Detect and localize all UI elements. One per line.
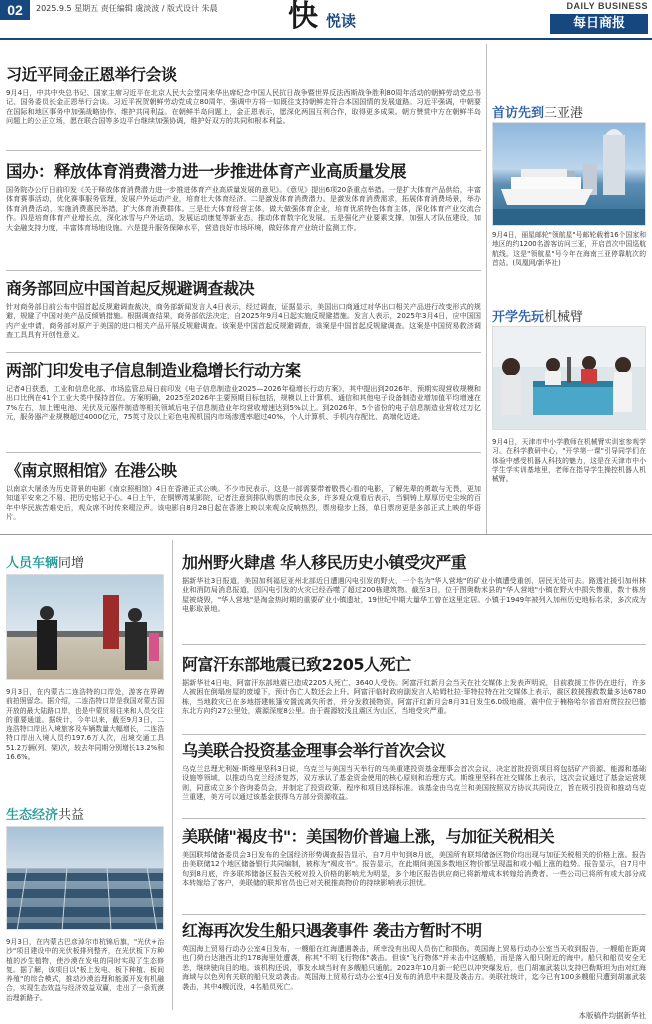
photo-heading-robot-arm: 开学先玩机械臂	[492, 310, 584, 325]
article-body: 记者4日获悉，工业和信息化部、市场监管总局日前印发《电子信息制造业2025—2026年稳增长行动方案》，其中提出到2026年，预期实现营收规模和出口比例在41个工业大类中保持首位。方案明确，2025至2026年主要预期目标包括，规模以上计算机、通信和其他电子设备制造业增加值平均增速在7%左右，加上锂电池、光伏及元器件制造等相关领域后电子信息制造业年均营收增速达到5%以上。到2026年，5个省份的电子信息制造业营收过万亿元，服务器产业规模超过4000亿元，75英寸及以上彩色电视机国内市场渗透率超过40%，个人计算机、手机内存配比、高端化迈进。	[6, 384, 481, 422]
article-title: 两部门印发电子信息制造业稳增长行动方案	[6, 361, 301, 380]
article-title: 国办：释放体育消费潜力进一步推进体育产业高质量发展	[6, 162, 406, 181]
caption-border-port: 9月3日，在内蒙古二连浩特的口岸处，游客在界碑前拍照留念。据介绍，二连浩特口岸是我国对蒙古国开放的最大陆路口岸，也是中蒙贸易往来和人员交往的重要通道。据统计，今年以来，截至9月3日，二连浩特口岸出入境旅客及车辆数量大幅增长，二连浩特口岸出入境人员约197.6万人次，出境交通工具51.2万辆(列、架)次，较去年同期分别增长13.2%和16.6%。	[6, 688, 164, 762]
brand-logo: 每日商报	[550, 14, 648, 34]
article-title: 美联储"褐皮书"：美国物价普遍上涨，与加征关税相关	[182, 827, 555, 846]
photo-cruise-ship	[492, 122, 646, 226]
photo-heading-border-port: 人员车辆同增	[6, 556, 85, 571]
article-nanjing-photo-studio	[6, 458, 481, 532]
column-divider	[486, 44, 487, 534]
article-title: 红海再次发生船只遇袭事件 袭击方暂时不明	[182, 921, 482, 940]
divider	[6, 452, 481, 453]
section-title-yuedu: 悦读	[326, 12, 357, 30]
column-divider	[172, 540, 173, 1010]
tourists-image	[7, 575, 164, 680]
solar-farm-image	[7, 827, 164, 930]
article-afghan-earthquake	[182, 652, 646, 744]
divider	[6, 150, 481, 151]
page-number: 02	[0, 0, 30, 20]
photo-solar-panels	[6, 826, 164, 930]
article-anti-circumvention	[6, 276, 481, 350]
article-title: 加州野火肆虐 华人移民历史小镇受灾严重	[182, 553, 467, 572]
article-body: 国务院办公厅日前印发《关于释放体育消费潜力进一步推进体育产业高质量发展的意见》。《意见》提出6项20条重点举措。一是扩大体育产品供给，丰富体育赛事活动，优化赛事服务管理，发展户外运动产业，培育壮大体育经济。二是激发体育消费潜力。是激发体育消费需求，拓展体育消费场景，举办体育消费活动，实施消费惠民举措，扩大体育消费群体。三是壮大体育经营主体，做大做强体育企业，培育优质特色体育主体，深化体育产业交流合作。四是培育体育产业增长点，深化冰雪与户外运动，发展运动康复等新业态，推动体育数字化发展。五是强化产业要素支撑，加强人才队伍建设，加大金融支持力度，丰富体育场地设施。六是提升服务保障水平，营造良好市场环境，做好体育产业统计监测工作。	[6, 185, 481, 232]
article-red-sea-attack	[182, 918, 646, 1020]
photo-heading-sanya: 首访先到三亚港	[492, 106, 584, 121]
article-sports-consumption	[6, 158, 481, 279]
article-body: 针对商务部日前公布中国首起反规避调查裁决，商务部新闻发言人4日表示，经过调查，证据显示，美国出口商通过对华出口相关产品进行改变形式的规避，规避了中国对美产品反倾销措施。根据调查结果，商务部依法决定，自2025年9月4日起实施反规避措施。发言人表示，2025年3月4日，应中国国内产业申请，商务部对原产于美国的进口相关产品开展反规避调查。该案是中国首起反规避调查，该案是中国首起反规避调查。这案是中国贸易救济调查工具具有开创性意义。	[6, 302, 481, 340]
article-title: 乌美联合投资基金理事会举行首次会议	[182, 741, 446, 760]
divider	[182, 914, 646, 915]
caption-sanya: 9月4日，丽星邮轮"领航星"号邮轮载着16个国家和地区的约1200名游客访问三亚，开启首次中国巡航航线。这是"领航星"号今年在海南三亚停靠航次的首站。(凤凰网/新华社)	[492, 231, 646, 267]
divider	[182, 644, 646, 645]
photo-border-port	[6, 574, 164, 680]
divider	[6, 270, 481, 271]
classroom-image	[493, 327, 646, 430]
divider	[182, 818, 646, 819]
caption-robot-arm: 9月4日，天津市中小学教师在机械臂实训室参观学习。在科学教研中心，"开学第一课"引导同学们在体验中感受机器人科技的魅力，这是在天津市中小学生学实训基地里，老师在指导学生操控机器人机械臂。	[492, 438, 646, 484]
article-ukraine-us-fund	[182, 738, 646, 822]
divider	[182, 734, 646, 735]
divider	[6, 352, 481, 353]
photo-robot-arm	[492, 326, 646, 430]
source-note: 本版稿件均据新华社	[578, 1011, 646, 1020]
article-body: 据新华社3日报道，美国加利福尼亚州北部近日遭遇闪电引发的野火，一个名为"华人营地"的矿业小镇遭受重创，居民无处可去。路透社援引加州林业和消防局消息报道，因闪电引发的火灾已经吞噬了超过200栋建筑物。截至3日，位于图奥勒米县的"华人营地"小镇在野火中损失惨重，数十栋房屋被烧毁，"华人营地"是淘金热时期的重要矿业小镇遗址，19世纪中期大量华工曾在这里定居。小镇于1949年被列入加州历史地标名录，多次成为电影取景地。	[182, 576, 646, 614]
caption-solar: 9月3日，在内蒙古巴彦淖尔市杭锦后旗，"光伏+治沙"项目建设中的光伏板排列整齐，在光伏板下方种植的沙生植物，使沙漠在发电的同时实现了生态修复。据了解，该项目以"板上发电、板下种植、板间养殖"的综合模式，推动沙漠治理和能源开发有机融合，实现生态效益与经济效益双赢，走出了一条荒漠治理新路子。	[6, 938, 164, 1002]
article-title: 《南京照相馆》在港公映	[6, 461, 177, 480]
article-california-wildfire	[182, 550, 646, 642]
article-body: 英国海上贸易行动办公室4日发布，一艘船在红海遭遇袭击，所幸没有出现人员伤亡和损伤。英国海上贸易行动办公室当天收到报告，一艘船在距离也门荷台达港西北约178海里处遭袭，称其"不明飞行物体"袭击。但该"飞行物体"并未击中这艘船，而是落入船只附近的海中。船只和船员安全无恙，继续驶向目的地。该机构还说，事发水域当时有多艘船只通航。2023年10月新一轮巴以冲突爆发后，也门胡塞武装以支持巴勒斯坦为由对红海海域与以色列有关联的船只发动袭击。英国海上贸易行动办公室4日发布的消息中未提及袭击方。美联社统计，迄今已有100多艘船只遭到胡塞武装袭击，其中4艘沉没，4名船员死亡。	[182, 944, 646, 991]
article-body: 以南京大屠杀为历史背景的电影《南京照相馆》4日在香港正式公映。不少市民表示，这是一部需要带着敬畏心看的电影，了解先辈的勇敢与无畏，更加知道平安来之不易，把历史铭记于心。4日上午，在铜锣湾某影院，记者注意到排队购票的市民众多，许多观众观看后表示，当铜铸上厚厚历史尘埃的百年中华民族苦难史后，观众席不时传来啜泣声。该电影自8月28日起在香港上映以来观众反响热烈，票房稳步上扬，单日票房更是多部正式上映的华语片。	[6, 484, 481, 522]
cruise-ship-image	[493, 123, 646, 226]
brand-english: DAILY BUSINESS	[566, 1, 648, 11]
article-xi-kim	[6, 62, 481, 154]
issue-info: 2025.9.5 星期五 责任编辑 虞淡波 / 版式设计 朱晨	[36, 4, 218, 13]
article-body: 乌克兰总理尤利娅·斯维里坚科3日说，乌克兰与美国当天举行的乌美重建投资基金理事会首次会议，决定首批投资项目将包括矿产资源、能源和基础设施等领域，以推动乌克兰经济复苏，双方承认了基金资金使用的核心原则和治理方式。斯维里坚科在社交媒体上表示，这次会议通过了基金运营规则，同意成立多个咨询委员会，并制定了投资政策、程序和项目选择标准。该基金由乌克兰和美国按照双方协议共同设立，旨在吸引投资和推动乌克兰重建，美方可以通过该基金获得乌方部分资源收益。	[182, 764, 646, 802]
article-title: 习近平同金正恩举行会谈	[6, 65, 177, 84]
section-title-kuai: 快	[288, 0, 318, 34]
article-beige-book	[182, 824, 646, 916]
photo-heading-solar: 生态经济共益	[6, 808, 85, 823]
header-rule	[0, 38, 652, 40]
article-electronics-plan	[6, 358, 481, 450]
article-body: 美国联邦储备委员会3日发布的全国经济形势调查报告显示，自7月中旬到8月底，美国所有联邦储备区物价均出现与加征关税相关的价格上涨。报告由美联储12个地区储备银行共同编制，被称为"褐皮书"。报告显示，在此期间美国多数地区物价都呈现温和或小幅上涨的趋势。报告显示，自7月中旬到8月底，许多联邦储备区报告关税对投入价格的影响尤为明显，多个地区报告供应商已将新增成本转嫁给消费者。一些公司已将所有或大部分成本转嫁给了客户，美联储的联邦官员也已对关税推高物价的持续影响表示担忧。	[182, 850, 646, 888]
article-title: 商务部回应中国首起反规避调查裁决	[6, 279, 255, 298]
article-body: 据新华社4日电，阿富汗东部地震已造成2205人死亡、3640人受伤。阿富汗红新月会当天在社交媒体上发表声明说，目前救援工作仍在进行，许多人被困在倒塌房屋的废墟下，预计伤亡人数还会上升。阿富汗临时政府副发言人哈姆杜拉·菲特拉特在社交媒体上表示，震区救援搜救数量多达6780栋，当地救灾已在多地搭建帐篷安置流离失所者，并分发救援物资。阿富汗红新月会8月31日发生6.0级地震，震中位于楠格哈尔省首府贾拉拉巴德东北方向约27公里处，震源深度8公里。由于震源较浅且震区为山区，当地受灾严重。	[182, 678, 646, 716]
article-body: 9月4日，中共中央总书记、国家主席习近平在北京人民大会堂同来华出席纪念中国人民抗日战争暨世界反法西斯战争胜利80周年活动的朝鲜劳动党总书记、国务委员长金正恩举行会谈。习近平祝贺朝鲜劳动党成立80周年，强调中方将一如既往支持朝鲜走符合本国国情的发展道路。习近平强调，中朝要在国际和地区事务中加强战略协作，维护共同利益。在朝鲜半岛问题上，金正恩表示，愿深化两国互利合作，取得更多成果。朝方赞赏中方在朝鲜半岛问题上的公正立场，愿在联合国等多边平台继续加强协调，维护好双方的共同和根本利益。	[6, 88, 481, 126]
section-divider	[0, 534, 652, 535]
article-title: 阿富汗东部地震已致2205人死亡	[182, 655, 411, 674]
